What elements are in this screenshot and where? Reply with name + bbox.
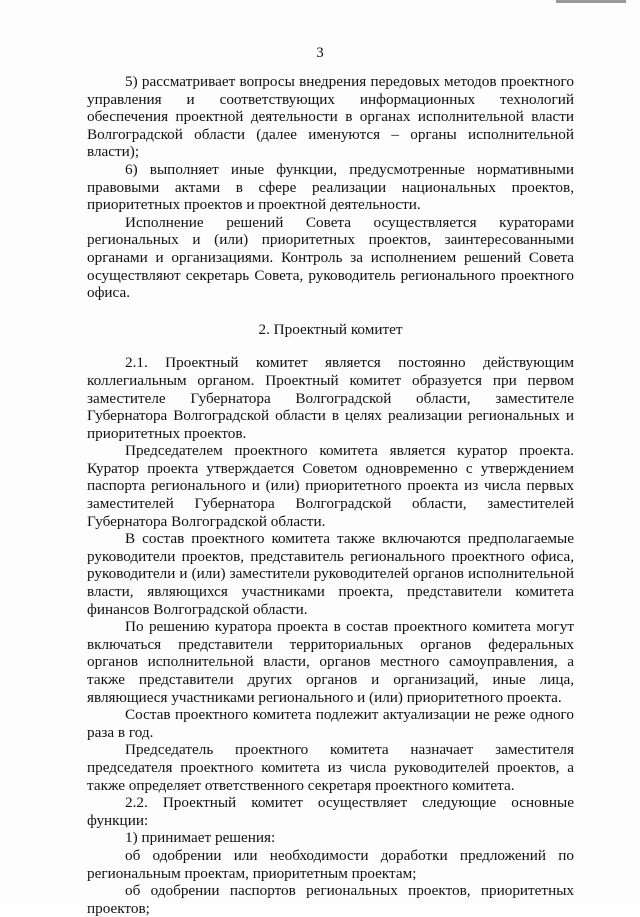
paragraph: Состав проектного комитета подлежит актуализации не реже одного раза в год.	[87, 706, 574, 741]
paragraph: 2.2. Проектный комитет осуществляет следующие основные функции:	[87, 794, 574, 829]
paragraph: Председатель проектного комитета назначает заместителя председателя проектного комитета из числа руководителей проектов, а также определяет ответственного секретаря проектного комитета.	[87, 741, 574, 794]
paragraph: об одобрении паспортов региональных проектов, приоритетных проектов;	[87, 882, 574, 917]
paragraph: 5) рассматривает вопросы внедрения передовых методов проектного управления и соответствующих информационных технологий обеспечения проектной деятельности в органах исполнительной власти Волгоградской области (далее именуются – органы исполнительной власти);	[87, 73, 574, 161]
paragraph: 6) выполняет иные функции, предусмотренные нормативными правовыми актами в сфере реализации национальных проектов, приоритетных проектов и проектной деятельности.	[87, 160, 574, 214]
paragraph: Исполнение решений Совета осуществляется кураторами региональных и (или) приоритетных проектов, заинтересованными органами и организациями. Контроль за исполнением решений Совета осуществляют секретарь Совета, руководитель регионального проектного офиса.	[87, 213, 574, 302]
page-number: 3	[316, 45, 324, 61]
paragraph: об одобрении или необходимости доработки предложений по региональным проектам, приоритетным проектам;	[87, 846, 574, 882]
paragraph: Председателем проектного комитета является куратор проекта. Куратор проекта утверждается Советом одновременно с утверждением паспорта регионального и (или) приоритетного проекта из числа первых заместителей Губернатора Волгоградской области, заместителей Губернатора Волгоградской области.	[87, 442, 574, 530]
paragraph: По решению куратора проекта в состав проектного комитета могут включаться представители территориальных органов федеральных органов исполнительной власти, органов местного самоуправления, а также представители других органов и организаций, иные лица, являющиеся участниками регионального и (или) приоритетного проекта.	[87, 618, 574, 706]
paragraph: 1) принимает решения:	[125, 829, 276, 847]
section-heading: 2. Проектный комитет	[258, 320, 403, 338]
scan-edge-mark	[556, 0, 626, 3]
document-body	[87, 73, 574, 917]
paragraph: В состав проектного комитета также включаются предполагаемые руководители проектов, представитель регионального проектного офиса, руководители и (или) заместители руководителей органов исполнительной власти, являющихся участниками проекта, представители комитета финансов Волгоградской области.	[87, 530, 574, 618]
paragraph: 2.1. Проектный комитет является постоянно действующим коллегиальным органом. Проектный комитет образуется при первом заместителе Губернатора Волгоградской области, заместителе Губернатора Волгоградской области в целях реализации региональных и приоритетных проектов.	[87, 354, 574, 442]
